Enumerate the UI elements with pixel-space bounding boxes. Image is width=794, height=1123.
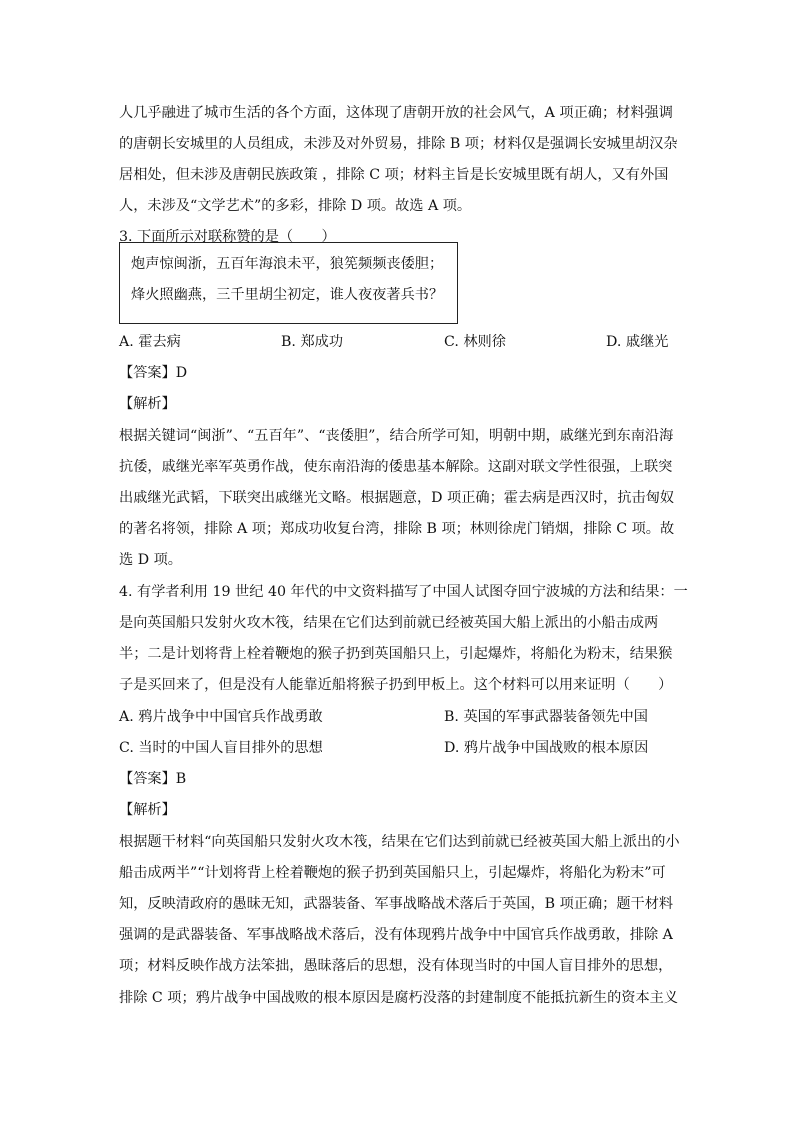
- q3-option-d: D. 戚继光: [606, 334, 669, 350]
- intro-line: 的唐朝长安城里的人员组成，未涉及对外贸易，排除 B 项；材料仅是强调长安城里胡汉杂: [119, 136, 678, 152]
- intro-line: 居相处，但未涉及唐朝民族政策 ，排除 C 项；材料主旨是长安城里既有胡人，又有外国: [119, 167, 669, 183]
- q4-analysis-line: 强调的是武器装备、军事战略战术落后，没有体现鸦片战争中中国官兵作战勇敢，排除 A: [119, 927, 673, 943]
- q4-analysis-line: 项；材料反映作战方法笨拙，愚昧落后的思想，没有体现当时的中国人盲目排外的思想，: [119, 958, 673, 974]
- q3-analysis-line: 选 D 项。: [119, 552, 182, 568]
- couplet-box: [119, 242, 458, 324]
- q4-analysis-line: 排除 C 项；鸦片战争中国战败的根本原因是腐朽没落的封建制度不能抵抗新生的资本主义: [119, 990, 679, 1006]
- q4-option-a: A. 鸦片战争中中国官兵作战勇敢: [119, 709, 323, 725]
- couplet-lower: 烽火照幽燕，三千里胡尘初定，谁人夜夜著兵书？: [131, 287, 444, 303]
- q4-analysis-line: 知，反映清政府的愚昧无知，武器装备、军事战略战术落后于英国，B 项正确；题干材料: [119, 896, 674, 912]
- question-4-stem: 是向英国船只发射火攻木筏，结果在它们达到前就已经被英国大船上派出的小船击成两: [119, 615, 659, 631]
- q3-option-a: A. 霍去病: [119, 334, 181, 350]
- q3-option-b: B. 郑成功: [281, 334, 344, 350]
- q4-analysis-line: 根据题干材料“向英国船只发射火攻木筏，结果在它们达到前就已经被英国大船上派出的小: [119, 834, 680, 850]
- q3-analysis-title: 【解析】: [119, 396, 176, 412]
- q3-analysis-line: 的著名将领，排除 A 项；郑成功收复台湾，排除 B 项；林则徐虎门销烟，排除 C 项。故: [119, 521, 675, 537]
- couplet-upper: 炮声惊闽浙，五百年海浪未平，狼筅频频丧倭胆；: [131, 256, 444, 272]
- q4-option-c: C. 当时的中国人盲目排外的思想: [119, 740, 323, 756]
- q3-answer: 【答案】D: [119, 365, 188, 381]
- q3-analysis-line: 出戚继光武韬，下联突出戚继光文略。根据题意，D 项正确；霍去病是西汉时，抗击匈奴: [119, 490, 675, 506]
- q3-analysis-line: 根据关键词“闽浙”、“五百年”、“丧倭胆”，结合所学可知，明朝中期，戚继光到东南沿海: [119, 428, 674, 444]
- intro-line: 人，未涉及“文学艺术”的多彩，排除 D 项。故选 A 项。: [119, 198, 472, 214]
- question-4-stem: 半；二是计划将背上栓着鞭炮的猴子扔到英国船只上，引起爆炸，将船化为粉末，结果猴: [119, 646, 673, 662]
- question-4-stem: 子是买回来了，但是没有人能靠近船将猴子扔到甲板上。这个材料可以用来证明（ ）: [119, 677, 673, 693]
- question-4-stem: 4. 有学者利用 19 世纪 40 年代的中文资料描写了中国人试图夺回宁波城的方法和结果：一: [119, 584, 688, 600]
- intro-line: 人几乎融进了城市生活的各个方面，这体现了唐朝开放的社会风气，A 项正确；材料强调: [119, 105, 673, 121]
- q3-option-c: C. 林则徐: [444, 334, 506, 350]
- q4-option-b: B. 英国的军事武器装备领先中国: [444, 709, 648, 725]
- question-3-stem: 3. 下面所示对联称赞的是（ ）: [119, 229, 336, 245]
- q4-answer: 【答案】B: [119, 771, 187, 787]
- q4-option-d: D. 鸦片战争中国战败的根本原因: [444, 740, 649, 756]
- q4-analysis-title: 【解析】: [119, 802, 176, 818]
- q3-analysis-line: 抗倭，戚继光率军英勇作战，使东南沿海的倭患基本解除。这副对联文学性很强，上联突: [119, 459, 673, 475]
- q4-analysis-line: 船击成两半”“计划将背上栓着鞭炮的猴子扔到英国船只上，引起爆炸，将船化为粉末”可: [119, 865, 666, 881]
